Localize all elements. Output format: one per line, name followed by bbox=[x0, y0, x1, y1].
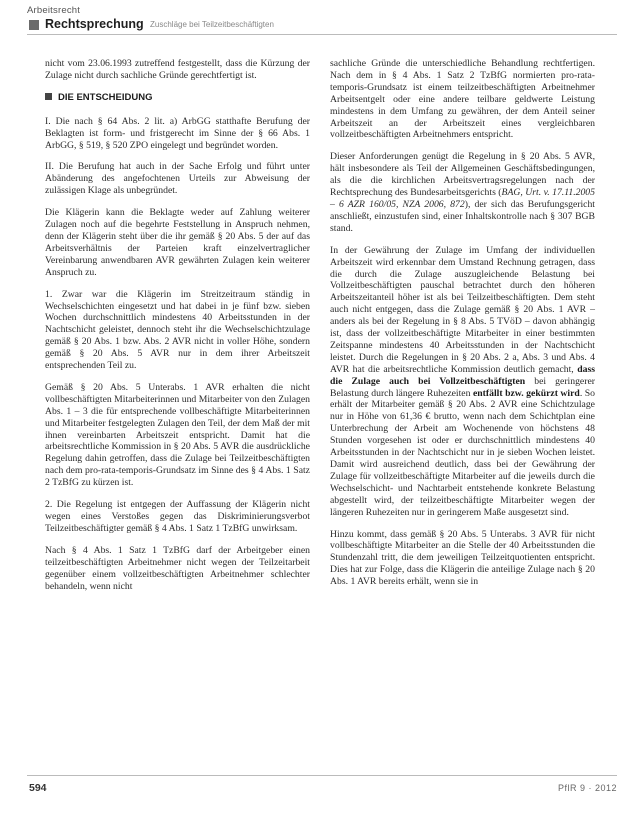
header-divider bbox=[27, 34, 617, 35]
bold-text: entfällt bzw. gekürzt wird bbox=[472, 387, 580, 399]
case-citation: BAG, Urt. v. 17.11.2005 – 6 AZR 160/05, NZA 2006, 872 bbox=[330, 187, 595, 210]
paragraph: 1. Zwar war die Klägerin im Streitzeitraum ständig in Wechselschichten eingesetzt und hat dabei in je fünf bzw. sieben Wochen durchschnittlich mindestens 40 Arbeitsstunden in der Nachtschicht geleistet, dennoch steht ihr die Wechselschichtzulage gemäß § 20 Abs. 1 bzw. Abs. 2 AVR nicht in voller Höhe, sondern gemäß § 20 Abs. 5 AVR nur in dem ihrer Arbeitszeit entsprechenden Teil zu. bbox=[45, 288, 310, 372]
header-marker bbox=[29, 20, 39, 30]
paragraph: I. Die nach § 64 Abs. 2 lit. a) ArbGG statthafte Berufung der Beklagten ist form- und fristgerecht im Sinne der § 66 Abs. 1 ArbGG, § 519, § 520 ZPO eingelegt und begründet worden. bbox=[45, 115, 310, 151]
section-heading-label: DIE ENTSCHEIDUNG bbox=[58, 91, 153, 103]
journal-reference: PflR 9 · 2012 bbox=[558, 783, 618, 793]
paragraph: sachliche Gründe die unterschiedliche Behandlung rechtfertigen. Nach dem in § 4 Abs. 1 Satz 2 TzBfG normierten pro-rata-temporis-Grundsatz ist einem teilzeitbeschäftigten Arbeitnehmer Arbeitsentgelt oder eine andere teilbare geldwerte Leistung mindestens in dem Umfang zu gewähren, der dem Anteil seiner Arbeitszeit an der Arbeitszeit eines vergleichbaren vollzeitbeschäftigten Arbeitnehmers entspricht. bbox=[330, 58, 595, 141]
text-span: ), der sich das Berufungsgericht anschließt, einzustufen sind, einer Inhaltskontrolle nach § 307 BGB stand. bbox=[330, 198, 595, 234]
paragraph: Die Klägerin kann die Beklagte weder auf Zahlung weiterer Zulagen noch auf die begehrte Feststellung in Anspruch nehmen, denn der Klägerin steht über die ihr gemäß § 20 Abs. 5 der auf das Arbeitsverhältnis der Parteien kraft einzelvertraglicher Vereinbarung anwendbaren AVR gewährten Zulagen kein weiterer Anspruch zu. bbox=[45, 207, 310, 278]
paragraph bbox=[330, 151, 595, 234]
paragraph: Hinzu kommt, dass gemäß § 20 Abs. 5 Unterabs. 3 AVR für nicht vollbeschäftigte Mitarbeiter an die Stelle der 40 Arbeitsstunden die Stundenzahl tritt, die dem jeweiligen Teilzeitquotienten entspricht. Dies hat zur Folge, dass die Klägerin die anteilige Zulage nach § 20 Abs. 1 AVR bereits erhält, wenn sie in bbox=[330, 528, 595, 588]
paragraph: Gemäß § 20 Abs. 5 Unterabs. 1 AVR erhalten die nicht vollbeschäftigten Mitarbeiterinnen und Mitarbeiter von den Zulagen Abs. 1 – 3 die für entsprechende vollbeschäftigte Mitarbeiterinnen und Mitarbeiter festgelegten Zulagen den Teil, der dem Maß der mit ihnen vereinbarten Arbeitszeit entspricht. Damit hat die arbeitsrechtliche Kommission in § 20 Abs. 5 AVR die ausdrückliche Regelung dahin getroffen, dass die Zulage bei Teilzeitbeschäftigten nach dem pro-rata-temporis-Grundsatz im Sinne des § 4 Abs. 1 Satz 2 TzBfG zu kürzen ist. bbox=[45, 381, 310, 489]
page-number: 594 bbox=[29, 782, 47, 794]
heading-marker bbox=[45, 93, 52, 100]
paragraph: 2. Die Regelung ist entgegen der Auffassung der Klägerin nicht wegen eines Verstoßes gegen das Diskriminierungsverbot Teilzeitbeschäftigter gemäß § 4 Abs. 1 Satz 1 TzBfG unwirksam. bbox=[45, 499, 310, 534]
text-span: In der Gewährung der Zulage im Umfang der individuellen Arbeitszeit wird erkennbar dem Umstand Rechnung getragen, dass die durch die Zulage auszugleichende Belastung bei Vollzeitbeschäftigten pauschal betrachtet durch den höheren Arbeitszeitanteil höher ist als bei Teilzeitbeschäftigten. Dem steht auch nicht entgegen, dass die Zulage gemäß § 20 Abs. 1 AVR – anders als bei der Regelung in § 8 Abs. 5 TVöD – davon abhängig ist, dass der vollzeitbeschäftigte Mitarbeiter in einer bestimmten Zeitspanne mindestens 40 Arbeitsstunden in der Nachtschicht leistet. Durch die Regelungen in § 20 Abs. 2 a, Abs. 3 und Abs. 4 AVR hat die arbeitsrechtliche Kommission deutlich gemacht, bbox=[330, 244, 595, 375]
section-label: Arbeitsrecht bbox=[27, 5, 81, 16]
paragraph: II. Die Berufung hat auch in der Sache Erfolg und führt unter Abänderung des angefochtenen Urteils zur Abweisung der zulässigen Klage als unbegründet. bbox=[45, 161, 310, 197]
left-column bbox=[45, 58, 310, 602]
text-span: Dieser Anforderungen genügt die Regelung in § 20 Abs. 5 AVR, hält insbesondere als Teil der Allgemeinen Geschäftsbedingungen, als die die kirchlichen Arbeitsvertragsregelungen nach der Rechtsprechung des Bundesarbeitsgerichts ( bbox=[330, 151, 595, 199]
page-subtitle: Zuschläge bei Teilzeitbeschäftigten bbox=[150, 20, 274, 29]
bold-text: dass die Zulage auch bei Vollzeitbeschäftigten bbox=[330, 363, 595, 387]
text-span: . So erhält der Mitarbeiter gemäß § 20 Abs. 2 AVR eine Schichtzulage nur in Höhe von 61,36 € brutto, wenn nach dem Schichtplan eine Unterbrechung der Arbeit am Wochenende von höchstens 48 Stunden vorgesehen ist oder er durchschnittlich mindestens 40 Arbeitsstunden in der Nachtschicht nur in je sieben Wochen leistet. Damit wird ausreichend deutlich, dass bei der Gewährung der Zulage für vollzeitbeschäftigte Mitarbeiter auf die jeweils durch die Wechselschicht- und Nachtarbeit entstehende konkrete Belastung abgestellt wird, der teilzeitbeschäftigte Mitarbeiter wegen der längeren Ruhezeiten nur in geringerem Maße ausgesetzt sind. bbox=[330, 387, 595, 518]
paragraph bbox=[330, 245, 595, 519]
text-span: bei geringerer Belastung durch längere Ruhezeiten bbox=[330, 375, 595, 399]
right-column bbox=[330, 58, 595, 598]
page-title: Rechtsprechung bbox=[45, 17, 144, 31]
footer-divider bbox=[27, 775, 617, 776]
section-heading bbox=[45, 92, 310, 104]
paragraph: Nach § 4 Abs. 1 Satz 1 TzBfG darf der Arbeitgeber einen teilzeitbeschäftigten Arbeitnehmer nicht wegen der Teilzeitarbeit gegenüber einem vollzeitbeschäftigten Arbeitnehmer schlechter behandeln, wenn nicht bbox=[45, 544, 310, 592]
paragraph: nicht vom 23.06.1993 zutreffend festgestellt, dass die Kürzung der Zulage nicht durch sachliche Gründe gerechtfertigt ist. bbox=[45, 58, 310, 81]
